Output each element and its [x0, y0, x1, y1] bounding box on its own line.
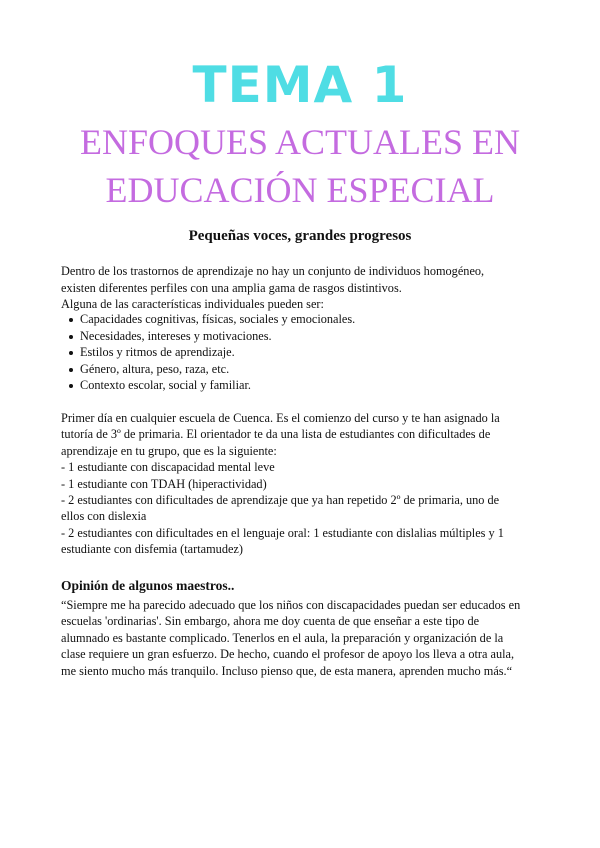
text-line: me siento mucho más tranquilo. Incluso pienso que, de esta manera, aprenden mucho más.“ [61, 663, 513, 678]
student-list-line: - 1 estudiante con TDAH (hiperactividad) [61, 476, 267, 491]
student-list-line: - 1 estudiante con discapacidad mental leve [61, 460, 275, 475]
intro-paragraph [61, 263, 543, 313]
text-line: Primer día en cualquier escuela de Cuenca. Es el comienzo del curso y te han asignado la [61, 411, 500, 425]
student-list-line: - 2 estudiantes con dificultades de aprendizaje que ya han repetido 2º de primaria, uno de [61, 493, 500, 508]
list-item: Género, altura, peso, raza, etc. [64, 361, 534, 378]
section-subtitle: Pequeñas voces, grandes progresos [188, 228, 412, 244]
opinion-heading: Opinión de algunos maestros.. [61, 578, 235, 593]
list-item: Capacidades cognitivas, físicas, sociales y emocionales. [64, 311, 534, 328]
characteristics-list [64, 311, 534, 394]
topic-number-heading: TEMA 1 [192, 56, 408, 114]
text-line: alumnado es bastante complicado. Tenerlos en el aula, la preparación y organización de la [61, 630, 504, 645]
teacher-quote [61, 597, 543, 679]
text-line: Dentro de los trastornos de aprendizaje no hay un conjunto de individuos homogéneo, [61, 264, 485, 278]
text-line: Alguna de las características individuales pueden ser: [61, 297, 324, 311]
page-title [0, 118, 600, 214]
text-line: clase requiere un gran esfuerzo. De hecho, cuando el profesor de apoyo los lleva a otra aula, [61, 647, 515, 662]
student-list-line: - 2 estudiantes con dificultades en el lenguaje oral: 1 estudiante con dislalias múltiples y 1 [61, 525, 504, 540]
student-list-line: estudiante con disfemia (tartamudez) [61, 542, 243, 557]
title-line: ENFOQUES ACTUALES EN [79, 122, 520, 162]
list-item: Contexto escolar, social y familiar. [64, 377, 534, 394]
list-item: Necesidades, intereses y motivaciones. [64, 328, 534, 345]
text-line: escuelas 'ordinarias'. Sin embargo, ahora me doy cuenta de que enseñar a este tipo de [61, 614, 480, 629]
text-line: existen diferentes perfiles con una amplia gama de rasgos distintivos. [61, 280, 402, 295]
text-line: aprendizaje en tu grupo, que es la siguiente: [61, 443, 277, 458]
list-item: Estilos y ritmos de aprendizaje. [64, 344, 534, 361]
title-line: EDUCACIÓN ESPECIAL [105, 170, 495, 210]
text-line: “Siempre me ha parecido adecuado que los niños con discapacidades puedan ser educados en [61, 598, 521, 612]
student-list-line: ellos con dislexia [61, 509, 147, 524]
scenario-paragraph [61, 410, 543, 558]
text-line: tutoría de 3º de primaria. El orientador te da una lista de estudiantes con dificultades de [61, 427, 491, 442]
